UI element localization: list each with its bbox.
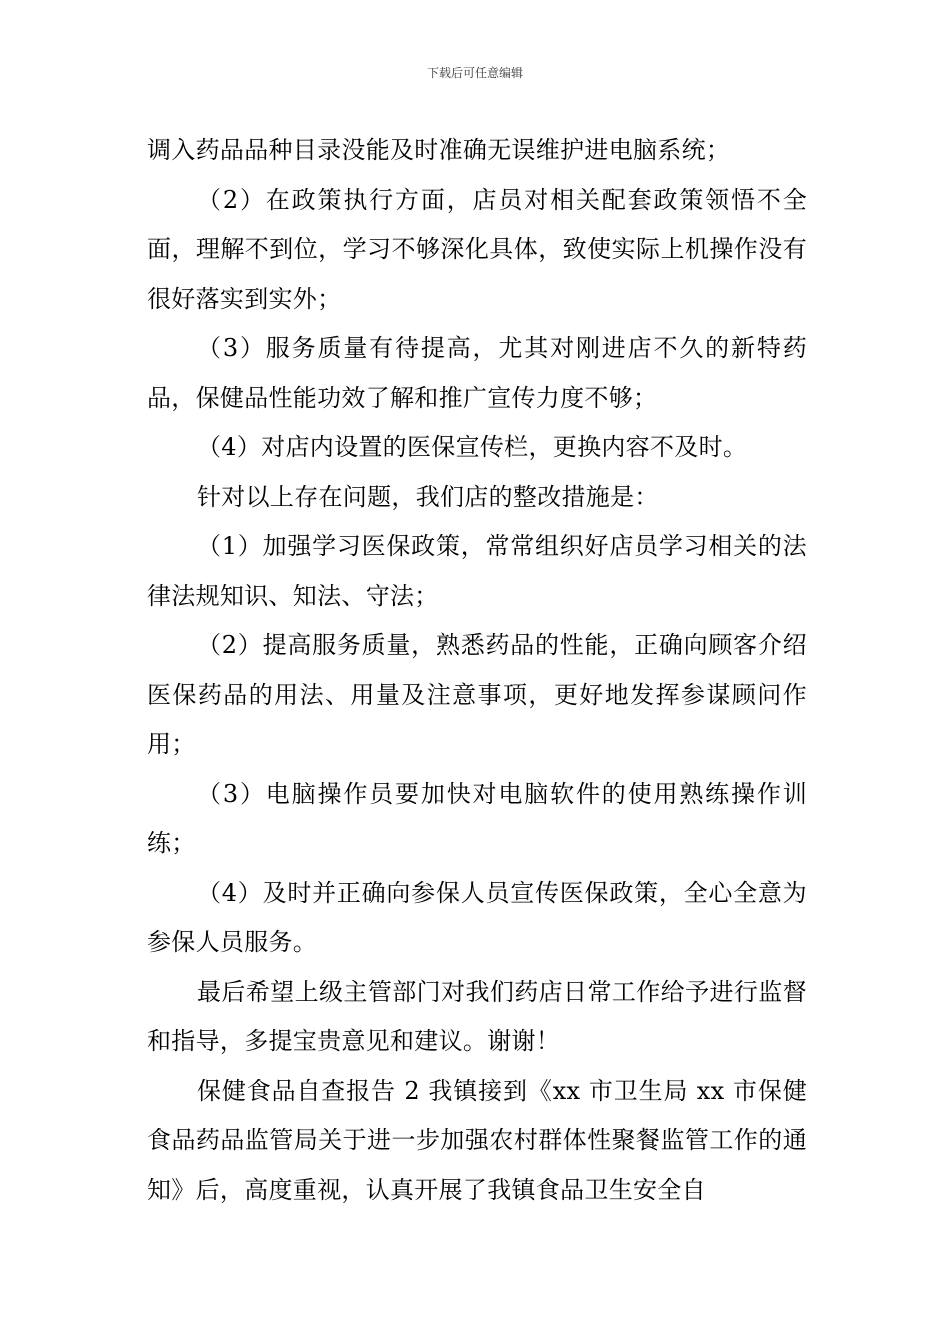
paragraph: （3）电脑操作员要加快对电脑软件的使用熟练操作训练； [147,779,807,857]
paragraph: （2）在政策执行方面，店员对相关配套政策领悟不全面，理解不到位，学习不够深化具体，致使实际上机操作没有很好落实到实外； [147,185,807,313]
paragraph: （4）及时并正确向参保人员宣传医保政策，全心全意为参保人员服务。 [147,878,807,956]
paragraph: 保健食品自查报告 2 我镇接到《xx 市卫生局 xx 市保健食品药品监管局关于进一步加强农村群体性聚餐监管工作的通知》后，高度重视，认真开展了我镇食品卫生安全自 [147,1076,807,1204]
paragraph: （1）加强学习医保政策，常常组织好店员学习相关的法律法规知识、知法、守法； [147,532,807,610]
paragraph: 针对以上存在问题，我们店的整改措施是： [197,482,659,511]
page-header: 下载后可任意编辑 [426,66,523,80]
paragraph: （3）服务质量有待提高，尤其对刚进店不久的新特药品，保健品性能功效了解和推广宣传力度不够； [147,334,807,412]
paragraph: 最后希望上级主管部门对我们药店日常工作给予进行监督和指导，多提宝贵意见和建议。谢谢！ [147,977,807,1055]
paragraph: （4）对店内设置的医保宣传栏，更换内容不及时。 [197,433,748,461]
paragraph: 调入药品品种目录没能及时准确无误维护进电脑系统； [147,136,731,164]
document-body [147,126,807,1215]
paragraph: （2）提高服务质量，熟悉药品的性能，正确向顾客介绍医保药品的用法、用量及注意事项，更好地发挥参谋顾问作用； [147,631,807,758]
